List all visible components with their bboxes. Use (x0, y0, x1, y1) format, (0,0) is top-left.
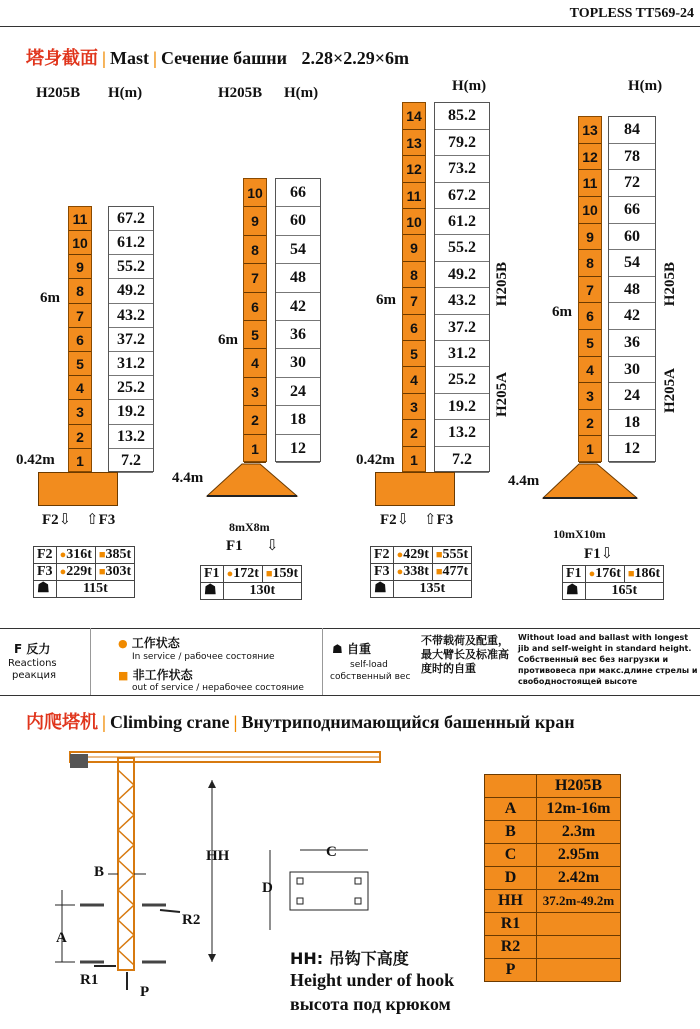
spec-key: B (485, 821, 537, 844)
hh-definition-ru: высота под крюком (290, 994, 451, 1014)
height-cell: 19.2 (109, 400, 153, 424)
config4-h-label: H(m) (628, 78, 663, 94)
mast-segment: 6 (579, 303, 601, 330)
self-load-icon: ☗ (34, 581, 57, 598)
spec-key: HH (485, 890, 537, 913)
spec-row (485, 867, 621, 890)
legend-in-service-cn: ● 工作状态 (118, 636, 180, 650)
config1-force-table: F2 ●316t ■385t F3 ●229t ■303t ☗ 115t (33, 546, 135, 598)
config4-height-table (608, 116, 656, 462)
config1-f2-label: F2⇩ (42, 512, 72, 528)
hh-definition-en: Height under of hook (290, 970, 455, 990)
height-cell: 43.2 (435, 288, 489, 314)
spec-key: R1 (485, 913, 537, 936)
height-cell: 13.2 (435, 420, 489, 446)
mast-segment: 2 (69, 425, 91, 449)
config2-force-table: F1 ●172t ■159t ☗ 130t (200, 565, 302, 600)
climbing-r2-label: R2 (182, 912, 201, 928)
config4-base-height: 4.4m (508, 473, 540, 489)
legend-out-service-cn: ■ 非工作状态 (118, 668, 193, 682)
config3-force-table: F2 ●429t ■555t F3 ●338t ■477t ☗ 135t (370, 546, 472, 598)
config4-segment-length: 6m (552, 304, 572, 320)
mast-segment: 1 (579, 436, 601, 463)
climbing-title-en: Climbing crane (109, 712, 230, 732)
mast-title-ru: Сечение башни (160, 48, 288, 68)
spec-row (485, 844, 621, 867)
config2-base-height: 4.4m (172, 470, 204, 486)
mast-segment: 2 (244, 406, 266, 434)
mast-segment: 4 (403, 367, 425, 393)
spec-value: 37.2m-49.2m (537, 890, 621, 913)
climbing-title-ru: Внутриподнимающийся башенный кран (241, 712, 575, 732)
mast-segment: 4 (244, 349, 266, 377)
height-cell: 85.2 (435, 103, 489, 129)
spec-row (485, 936, 621, 959)
mast-segment: 5 (579, 330, 601, 357)
height-cell: 60 (276, 207, 320, 235)
config3-segment-length: 6m (376, 292, 396, 308)
spec-row (485, 821, 621, 844)
spec-value: 2.42m (537, 867, 621, 890)
height-cell: 43.2 (109, 304, 153, 328)
mast-segment: 10 (244, 179, 266, 207)
height-cell: 84 (609, 117, 655, 144)
config2-base-frame (205, 462, 305, 502)
height-cell: 42 (609, 303, 655, 330)
config4-force-table: F1 ●176t ■186t ☗ 165t (562, 565, 664, 600)
mast-segment: 3 (403, 394, 425, 420)
height-cell: 30 (609, 357, 655, 384)
height-cell: 61.2 (435, 209, 489, 235)
mast-segment: 13 (403, 130, 425, 156)
mast-dimensions: 2.28×2.29×6m (301, 48, 410, 68)
legend-divider-2 (322, 628, 323, 695)
height-cell: 55.2 (109, 255, 153, 279)
height-cell: 66 (609, 197, 655, 224)
mast-segment: 10 (69, 231, 91, 255)
mast-segment: 11 (69, 207, 91, 231)
spec-value: 12m-16m (537, 798, 621, 821)
legend-self-load-cn: ☗ 自重 (332, 642, 371, 656)
spec-row (485, 959, 621, 982)
height-cell: 79.2 (435, 130, 489, 156)
height-cell: 30 (276, 349, 320, 377)
height-cell: 18 (609, 410, 655, 437)
height-cell: 61.2 (109, 231, 153, 255)
height-cell: 37.2 (435, 315, 489, 341)
legend-self-load-en: self-load (350, 660, 388, 670)
height-cell: 49.2 (109, 279, 153, 303)
climbing-c-label: C (326, 844, 337, 860)
height-cell: 36 (609, 330, 655, 357)
spec-value: 2.3m (537, 821, 621, 844)
config2-mast-label: H205B (218, 85, 263, 101)
legend-self-load-ru: собственный вес (330, 672, 411, 682)
mast-segment: 9 (244, 207, 266, 235)
config1-mast (68, 206, 92, 472)
legend-in-service-en: In service / рабочее состояние (132, 652, 275, 662)
height-cell: 66 (276, 179, 320, 207)
height-cell: 54 (276, 236, 320, 264)
mast-segment: 8 (403, 262, 425, 288)
spec-header: H205B (537, 775, 621, 798)
config3-foundation (375, 472, 455, 506)
config2-mast (243, 178, 267, 462)
climbing-title-cn: 内爬塔机 (26, 712, 98, 733)
height-cell: 54 (609, 250, 655, 277)
climbing-section-title: 内爬塔机 | Climbing crane | Внутриподнимающийся башенный кран (26, 712, 575, 733)
mast-segment: 4 (579, 357, 601, 384)
config3-height-table (434, 102, 490, 472)
spec-header-row (485, 775, 621, 798)
height-cell: 67.2 (109, 207, 153, 231)
mast-segment: 8 (244, 236, 266, 264)
height-cell: 48 (609, 277, 655, 304)
config3-f2-label: F2⇩ (380, 512, 410, 528)
config2-base-size: 8mX8m (229, 520, 270, 534)
spec-key: D (485, 867, 537, 890)
height-cell: 7.2 (435, 447, 489, 473)
mast-segment: 7 (403, 288, 425, 314)
legend-divider (90, 628, 91, 695)
mast-segment: 1 (403, 447, 425, 473)
config3-lower-type: H205A (494, 372, 510, 417)
climbing-hh-label: HH (206, 848, 230, 864)
config1-height-table (108, 206, 154, 472)
height-cell: 12 (609, 436, 655, 463)
config2-segment-length: 6m (218, 332, 238, 348)
spec-key: P (485, 959, 537, 982)
height-cell: 36 (276, 321, 320, 349)
config4-mast (578, 116, 602, 462)
height-cell: 55.2 (435, 235, 489, 261)
climbing-b-label: B (94, 864, 105, 880)
legend-reactions-cn: F 反力 (14, 642, 51, 656)
config2-h-label: H(m) (284, 85, 319, 101)
config2-f1-label: F1 (226, 538, 243, 554)
spec-value (537, 913, 621, 936)
mast-segment: 6 (403, 315, 425, 341)
legend-reactions-ru: реакция (12, 670, 56, 681)
config2-f1-arrow: ⇩ (266, 538, 279, 554)
config1-mast-label: H205B (36, 85, 81, 101)
mast-segment: 3 (69, 400, 91, 424)
config3-h-label: H(m) (452, 78, 487, 94)
config4-lower-type: H205A (662, 368, 678, 413)
config1-base-offset: 0.42m (16, 452, 55, 468)
mast-segment: 3 (579, 383, 601, 410)
height-cell: 25.2 (435, 367, 489, 393)
mast-segment: 9 (69, 255, 91, 279)
mast-segment: 12 (579, 144, 601, 171)
spec-value (537, 936, 621, 959)
spec-row (485, 798, 621, 821)
mast-title-en: Mast (109, 48, 149, 68)
config4-upper-type: H205B (662, 262, 678, 307)
spec-key: R2 (485, 936, 537, 959)
spec-value: 2.95m (537, 844, 621, 867)
height-cell: 18 (276, 406, 320, 434)
height-cell: 60 (609, 224, 655, 251)
config3-upper-type: H205B (494, 262, 510, 307)
legend-note-cn: 不带载荷及配重，最大臂长及标准高度时的自重 (421, 634, 509, 675)
mast-segment: 3 (244, 378, 266, 406)
legend-note-en-ru: Without load and ballast with longest jib and self-weight in standard height. Собственный вес без нагрузки и противовеса при макс.длине стрелы и свободностоящей высоте (518, 633, 698, 686)
mast-segment: 13 (579, 117, 601, 144)
height-cell: 12 (276, 435, 320, 463)
mast-segment: 11 (579, 170, 601, 197)
height-cell: 48 (276, 264, 320, 292)
self-load-icon: ☗ (563, 583, 586, 600)
mast-section-title: 塔身截面 | Mast | Сечение башни 2.28×2.29×6m (26, 48, 410, 69)
spec-row (485, 890, 621, 913)
climbing-p-label: P (140, 984, 150, 1000)
height-cell: 24 (276, 378, 320, 406)
spec-key: C (485, 844, 537, 867)
height-cell: 25.2 (109, 376, 153, 400)
config1-segment-length: 6m (40, 290, 60, 306)
mast-segment: 5 (403, 341, 425, 367)
model-title: TOPLESS TT569-24 (569, 6, 694, 21)
legend-bottom-rule (0, 695, 700, 696)
climbing-r1-label: R1 (80, 972, 99, 988)
mast-title-cn: 塔身截面 (26, 48, 98, 69)
height-cell: 73.2 (435, 156, 489, 182)
height-cell: 19.2 (435, 394, 489, 420)
config2-height-table (275, 178, 321, 462)
legend (0, 628, 700, 695)
climbing-d-label: D (262, 880, 273, 896)
mast-segment: 8 (579, 250, 601, 277)
height-cell: 31.2 (109, 352, 153, 376)
mast-segment: 10 (403, 209, 425, 235)
mast-segment: 2 (403, 420, 425, 446)
mast-segment: 4 (69, 376, 91, 400)
hh-definition-cn: HH: 吊钩下高度 (290, 949, 409, 968)
mast-segment: 6 (69, 328, 91, 352)
mast-segment: 12 (403, 156, 425, 182)
mast-segment: 7 (244, 264, 266, 292)
config4-base-size: 10mX10m (553, 527, 606, 541)
spec-key: A (485, 798, 537, 821)
self-load-icon: ☗ (332, 642, 343, 656)
config1-h-label: H(m) (108, 85, 143, 101)
spec-value (537, 959, 621, 982)
mast-segment: 1 (69, 449, 91, 473)
mast-segment: 14 (403, 103, 425, 129)
height-cell: 37.2 (109, 328, 153, 352)
header-rule (0, 26, 700, 27)
height-cell: 42 (276, 293, 320, 321)
height-cell: 78 (609, 144, 655, 171)
height-cell: 72 (609, 170, 655, 197)
height-cell: 13.2 (109, 425, 153, 449)
mast-segment: 5 (244, 321, 266, 349)
mast-segment: 7 (69, 304, 91, 328)
height-cell: 31.2 (435, 341, 489, 367)
config1-f3-label: ⇧F3 (86, 512, 116, 528)
mast-segment: 10 (579, 197, 601, 224)
climbing-spec-table (484, 774, 621, 982)
spec-row (485, 913, 621, 936)
height-cell: 49.2 (435, 262, 489, 288)
legend-out-service-en: out of service / нерабочее состояние (132, 683, 304, 693)
mast-segment: 8 (69, 279, 91, 303)
mast-segment: 9 (403, 235, 425, 261)
legend-reactions-en: Reactions (8, 658, 57, 669)
mast-segment: 1 (244, 435, 266, 463)
height-cell: 24 (609, 383, 655, 410)
mast-segment: 6 (244, 293, 266, 321)
config3-f3-label: ⇧F3 (424, 512, 454, 528)
mast-segment: 9 (579, 224, 601, 251)
mast-segment: 7 (579, 277, 601, 304)
mast-segment: 2 (579, 410, 601, 437)
self-load-icon: ☗ (201, 583, 224, 600)
height-cell: 7.2 (109, 449, 153, 473)
mast-segment: 5 (69, 352, 91, 376)
self-load-icon: ☗ (371, 581, 394, 598)
mast-segment: 11 (403, 183, 425, 209)
config4-f1-label: F1⇩ (584, 546, 614, 562)
climbing-a-label: A (56, 930, 67, 946)
config3-mast (402, 102, 426, 472)
config4-base-frame (541, 462, 641, 504)
config1-foundation (38, 472, 118, 506)
height-cell: 67.2 (435, 183, 489, 209)
config3-base-offset: 0.42m (356, 452, 395, 468)
